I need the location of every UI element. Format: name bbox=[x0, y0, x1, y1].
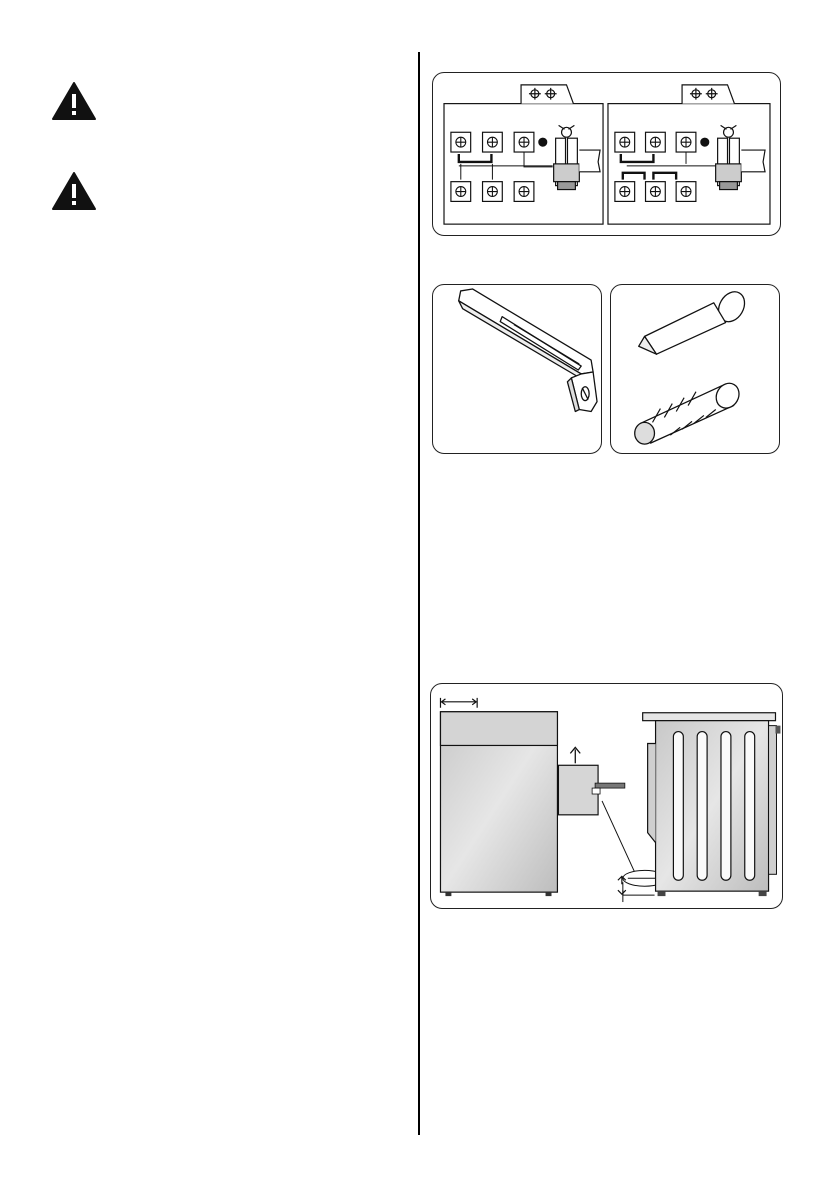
installation-diagram-figure bbox=[430, 683, 783, 909]
screw-and-wall-plug-icon bbox=[611, 285, 779, 453]
cooker-anti-tilt-installation-icon bbox=[431, 684, 782, 908]
l-bracket-icon bbox=[433, 285, 601, 453]
mounting-bracket-figure bbox=[432, 284, 602, 454]
wiring-diagram-figure bbox=[432, 72, 781, 236]
warning-triangle-icon bbox=[50, 80, 98, 122]
warning-triangle-icon bbox=[50, 170, 98, 212]
column-divider bbox=[418, 52, 420, 1135]
terminal-block-wiring-diagram bbox=[433, 73, 780, 235]
screw-and-dowel-figure bbox=[610, 284, 780, 454]
